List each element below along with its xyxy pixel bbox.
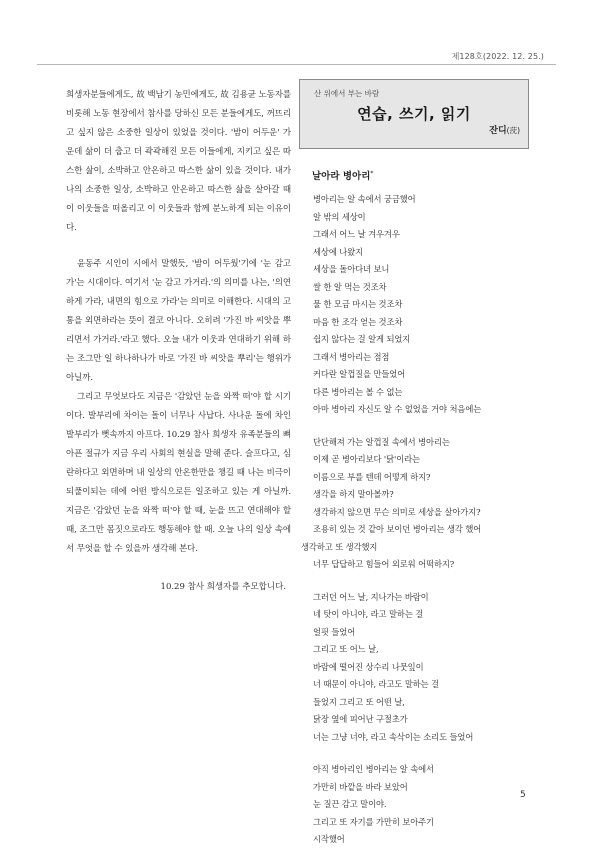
poem-line: 알 밖의 세상이 — [313, 211, 366, 222]
body-paragraph: 그리고 무엇보다도 지금은 '감았던 눈을 와짝 떠'야 할 시기이다. 발부리에 차이는 돌이 너무나 사납다. 사나운 돌에 차인 발부리가 뻣속까지 아프다. 10.29 참사 희생자 유족분들의 뼈아픈 절규가 지금 우리 사회의 현실을 말해 준다. 슬프다고, 심란하다고 외면하며 내 일상의 안온한만을 챙길 때 나는 비극이 되풀이되는 데에 어떤 방식으로든 일조하고 있는 게 아닐까. 지금은 '감았던 눈을 와짝 떠'야 할 때, 눈을 뜨고 연대해야 할 때, 조그만 몸짓으로라도 행동해야 할 때. 오늘 나의 일상 속에서 무엇을 할 수 있을까 생각해 본다. — [66, 392, 291, 554]
poem-line: 너는 그냥 너야, 라고 속삭이는 소리도 들었어 — [313, 731, 474, 742]
poem-line: 생각을 하지 말아볼까? — [313, 489, 394, 499]
poem-title-text: 날아라 병아리 — [312, 171, 371, 182]
poem-line: 단단해져 가는 알껍질 속에서 병아리는 — [313, 436, 450, 447]
poem-line: 커다란 알껍질을 만들었어 — [313, 369, 406, 379]
poem-line: 닭장 옆에 피어난 구절초가 — [313, 714, 408, 724]
poem-line: 그래서 어느 날 겨우겨우 — [313, 229, 400, 239]
poem-line: 그러던 어느 날, 지나가는 바람이 — [313, 591, 429, 602]
column-title: 연습, 쓰기, 읽기 — [357, 105, 471, 123]
poem-line: 네 탓이 아니야, 라고 말하는 걸 — [313, 609, 424, 619]
left-column — [66, 86, 291, 597]
author-name: 잔디 — [489, 126, 507, 136]
memorial-note: 10.29 참사 희생자를 추모합니다. — [160, 582, 286, 592]
poem-line: 생각하고 또 생각했지 — [301, 541, 378, 552]
column-author — [489, 123, 520, 136]
body-paragraph: 윤동주 시인이 시에서 말했듯, '밤이 어두웠'기에 '눈 감고 가'는 시대이다. 여기서 '눈 감고 가거라.'의 의미를 나는, '의연하게 가라, 내면의 힘으로 가라'는 의미로 이해한다. 시대의 고통을 외면하라는 뜻이 결코 아니다. 오히려 '가진 바 씨앗을 뿌리면서 가거라.'라고 했다. 오늘 내가 이웃과 연대하기 위해 하는 조그만 일 하나하나가 바로 '가진 바 씨앗을 뿌리'는 행위가 아닐까. — [66, 259, 291, 383]
stanza-gap — [301, 746, 551, 761]
poem-line: 이제 곧 병아리보다 '닭'이라는 — [313, 454, 420, 464]
poem-line: 다른 병아리는 볼 수 없는 — [313, 386, 403, 397]
poem-line: 세상을 돌아다녀 보니 — [313, 264, 390, 274]
poem-line: 그래서 병아리는 점점 — [313, 351, 390, 362]
footnote-mark: * — [370, 169, 374, 177]
poem-line: 병아리는 알 속에서 궁금했어 — [313, 194, 416, 204]
header-rule — [37, 64, 556, 65]
poem-line: 마음 한 조각 얻는 것조차 — [313, 316, 403, 327]
stanza-gap — [301, 419, 551, 434]
poem-line: 그리고 또 자기를 가만히 보아주기 — [313, 816, 434, 827]
issue-number: 제128호(2022. 12. 25.) — [451, 52, 544, 61]
poem-line: 쉽지 않다는 걸 알게 되었지 — [313, 334, 411, 344]
poem-line: 너 때문이 아니야, 라고도 말하는 걸 — [313, 679, 440, 689]
poem-line: 그리고 또 어느 날, — [313, 644, 379, 654]
poem-line: 물 한 모금 마시는 것조차 — [313, 299, 403, 309]
poem-line: 조용히 있는 것 같아 보이던 병아리는 생각 했어 — [313, 524, 482, 534]
column-title-box — [299, 79, 529, 149]
poem-line: 너무 답답하고 힘들어 외로워 어떡하지? — [313, 559, 455, 569]
poem-line: 바람에 떨어진 상수리 나뭇잎이 — [313, 661, 424, 672]
poem-line: 생각하지 않으면 무슨 의미로 세상을 살아가지? — [313, 506, 481, 517]
poem-line: 눈 질끈 감고 말이야. — [313, 799, 387, 809]
paragraph-gap — [66, 238, 291, 255]
poem-line: 가만히 바깥을 바라 보았어 — [313, 781, 408, 792]
poem-line: 아마 병아리 자신도 알 수 없었을 거야 처음에는 — [313, 404, 482, 414]
stanza-gap — [301, 574, 551, 589]
poem-title — [312, 168, 373, 182]
poem-line: 이름으로 부를 텐데 어떻게 하지? — [313, 471, 431, 482]
body-paragraph: 희생자분들에게도, 故 백남기 농민에게도, 故 김용균 노동자를 비롯해 노동 현장에서 참사를 당하신 모든 분들에게도, 꺼뜨리고 싶지 않은 소중한 일상이 있었을 것이다. '밤이 어두운' 가운데 삶이 더 춥고 더 곽곽해진 모든 이들에게, 지키고 싶은 따스한 삶이, 소박하고 안온하고 따스한 삶이 있을 것이다. 내가 나의 소중한 일상, 소박하고 안온하고 따스한 삶을 살아갈 때 이 이웃들을 떠올리고 이 이웃들과 함께 분노하게 되는 이유이다. — [66, 90, 291, 233]
poem-line: 아직 병아리인 병아리는 알 속에서 — [313, 764, 434, 774]
poem-line: 들었지 그리고 또 어떤 날, — [313, 696, 405, 707]
poem-line: 얼핏 들었어 — [313, 626, 356, 637]
poem-line: 시작했어 — [313, 834, 345, 844]
column-kicker: 산 위에서 부는 바람 — [314, 89, 380, 98]
poem-body — [301, 191, 551, 849]
poem-line: 세상에 나왔지 — [313, 246, 364, 257]
page-number: 5 — [520, 790, 526, 800]
author-hanja: (莐) — [506, 126, 520, 135]
poem-line: 쌀 한 알 먹는 것조차 — [313, 281, 387, 292]
